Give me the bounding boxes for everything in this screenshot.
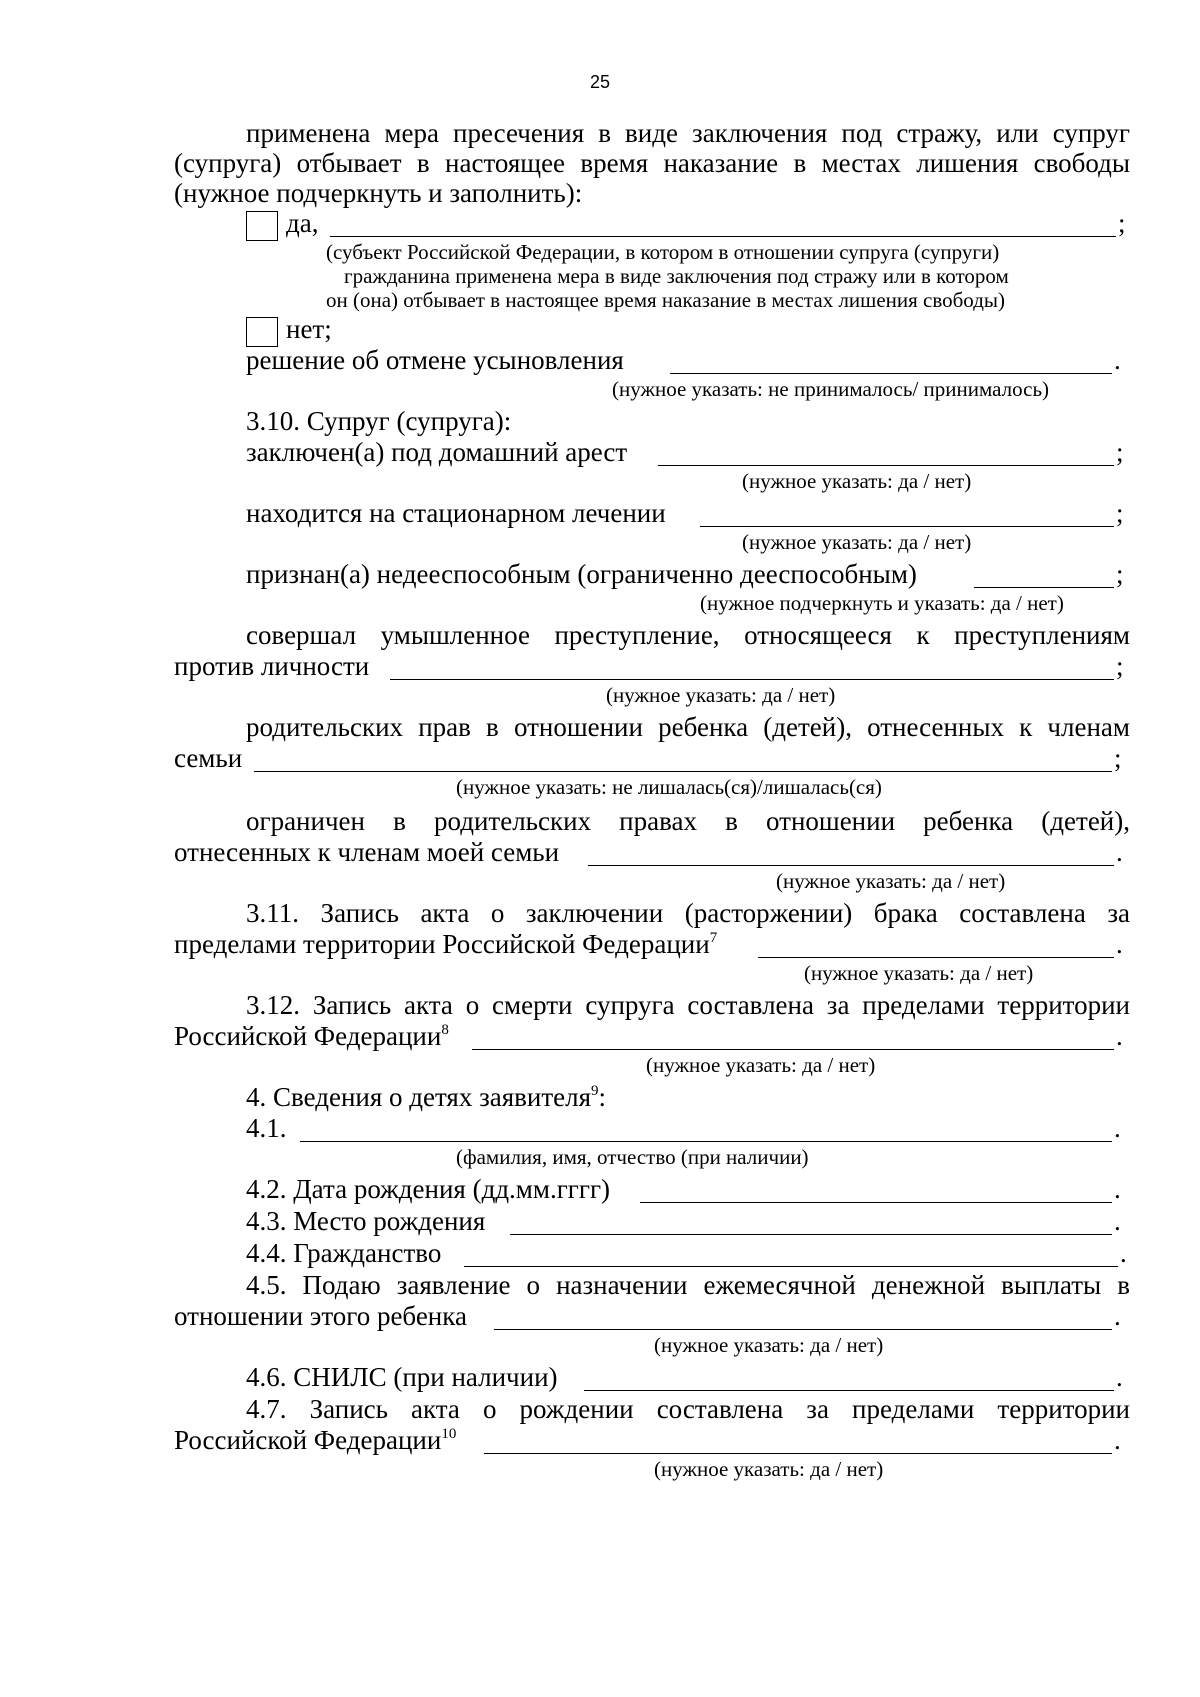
punctuation: . <box>1116 1362 1123 1392</box>
s4-colon: : <box>598 1082 607 1112</box>
field-caption: он (она) отбывает в настоящее время наказание в местах лишения свободы) <box>326 288 1005 312</box>
punctuation: . <box>1114 345 1121 375</box>
s43-label: 4.3. Место рождения <box>246 1206 486 1236</box>
field-caption: (нужное указать: не принималось/ принималось) <box>612 377 1050 401</box>
adoption-label: решение об отмене усыновления <box>246 345 624 375</box>
s47-label <box>174 1425 456 1460</box>
field-caption: (нужное указать: да / нет) <box>654 1457 884 1481</box>
option-no <box>246 314 332 347</box>
crime-label: против личности <box>174 651 370 681</box>
paragraph-line: (нужное подчеркнуть и заполнить): <box>174 178 583 208</box>
punctuation: . <box>1114 1113 1121 1143</box>
rights-label: семьи <box>174 743 243 773</box>
hospital-label: находится на стационарном лечении <box>246 498 666 528</box>
s45-label: отношении этого ребенка <box>174 1301 467 1331</box>
s312-label <box>174 1021 449 1056</box>
s44-label: 4.4. Гражданство <box>246 1238 442 1268</box>
crime-line: совершал умышленное преступление, относящееся к преступлениям <box>246 620 1130 650</box>
field-caption: (нужное подчеркнуть и указать: да / нет) <box>700 591 1064 615</box>
punctuation: ; <box>1114 743 1122 773</box>
limited-label: отнесенных к членам моей семьи <box>174 837 560 867</box>
punctuation: ; <box>1116 559 1124 589</box>
limited-line: ограничен в родительских правах в отношении ребенка (детей), <box>246 806 1130 836</box>
field-caption: (нужное указать: да / нет) <box>804 961 1034 985</box>
birth-date-field[interactable] <box>640 1180 1112 1203</box>
section-heading: 3.10. Супруг (супруга): <box>246 406 512 436</box>
punctuation: ; <box>1118 208 1126 238</box>
field-caption: (нужное указать: да / нет) <box>742 469 972 493</box>
punctuation: . <box>1116 1021 1123 1051</box>
s312-field[interactable] <box>472 1027 1114 1050</box>
field-caption: (нужное указать: не лишалась(ся)/лишалась(ся) <box>456 775 882 799</box>
hospital-field[interactable] <box>700 504 1114 527</box>
s311-field[interactable] <box>758 935 1114 958</box>
yes-checkbox[interactable] <box>246 211 278 241</box>
punctuation: . <box>1114 1206 1121 1236</box>
child-name-field[interactable] <box>300 1119 1112 1142</box>
footnote-ref: 8 <box>441 1022 449 1038</box>
field-caption: (нужное указать: да / нет) <box>742 530 972 554</box>
punctuation: ; <box>1116 651 1124 681</box>
birth-record-field[interactable] <box>484 1431 1112 1454</box>
arrest-field[interactable] <box>658 443 1114 466</box>
no-label: нет; <box>286 314 332 344</box>
punctuation: ; <box>1116 498 1124 528</box>
paragraph-line: (супруга) отбывает в настоящее время наказание в местах лишения свободы <box>174 148 1130 178</box>
footnote-ref: 7 <box>709 930 718 946</box>
punctuation: . <box>1114 1174 1121 1204</box>
field-caption: (нужное указать: да / нет) <box>654 1333 884 1357</box>
s47-line: 4.7. Запись акта о рождении составлена за пределами территории <box>246 1394 1130 1424</box>
s311-label-text: пределами территории Российской Федерации <box>174 929 710 959</box>
incapable-field[interactable] <box>974 565 1114 588</box>
footnote-ref: 9 <box>591 1083 599 1099</box>
page-number: 25 <box>589 72 611 92</box>
option-yes <box>246 208 318 241</box>
citizenship-field[interactable] <box>464 1244 1118 1267</box>
arrest-label: заключен(а) под домашний арест <box>246 437 628 467</box>
punctuation: . <box>1114 1425 1121 1455</box>
payment-field[interactable] <box>494 1307 1112 1330</box>
rights-field[interactable] <box>254 749 1112 772</box>
no-checkbox[interactable] <box>246 317 278 347</box>
yes-label: да, <box>286 208 319 238</box>
s312-line: 3.12. Запись акта о смерти супруга составлена за пределами территории <box>246 990 1130 1020</box>
yes-region-field[interactable] <box>330 214 1116 237</box>
rights-line: родительских прав в отношении ребенка (детей), отнесенных к членам <box>246 712 1130 742</box>
s47-label-text: Российской Федерации <box>174 1425 442 1455</box>
punctuation: . <box>1116 837 1123 867</box>
s41-label: 4.1. <box>246 1113 287 1143</box>
s312-label-text: Российской Федерации <box>174 1021 442 1051</box>
field-caption: (нужное указать: да / нет) <box>776 869 1006 893</box>
s311-label <box>174 929 717 964</box>
punctuation: . <box>1120 1238 1127 1268</box>
section-heading <box>246 1082 606 1117</box>
limited-field[interactable] <box>588 843 1114 866</box>
incapable-label: признан(а) недееспособным (ограниченно дееспособным) <box>246 559 917 589</box>
field-caption: (нужное указать: да / нет) <box>646 1053 876 1077</box>
adoption-field[interactable] <box>670 351 1112 374</box>
field-caption: (субъект Российской Федерации, в котором в отношении супруга (супруги) <box>326 240 1000 264</box>
birth-place-field[interactable] <box>510 1212 1112 1235</box>
punctuation: ; <box>1116 437 1124 467</box>
snils-field[interactable] <box>584 1368 1114 1391</box>
s4-heading-text: 4. Сведения о детях заявителя <box>246 1082 592 1112</box>
field-caption: гражданина применена мера в виде заключения под стражу или в котором <box>344 264 1009 288</box>
footnote-ref: 10 <box>441 1426 457 1442</box>
crime-field[interactable] <box>390 657 1114 680</box>
paragraph-line: применена мера пресечения в виде заключения под стражу, или супруг <box>246 118 1130 148</box>
field-caption: (фамилия, имя, отчество (при наличии) <box>456 1145 809 1169</box>
s45-line: 4.5. Подаю заявление о назначении ежемесячной денежной выплаты в <box>246 1270 1130 1300</box>
s311-line: 3.11. Запись акта о заключении (расторжении) брака составлена за <box>246 898 1130 928</box>
punctuation: . <box>1114 1301 1121 1331</box>
field-caption: (нужное указать: да / нет) <box>606 683 836 707</box>
s46-label: 4.6. СНИЛС (при наличии) <box>246 1362 558 1392</box>
s42-label: 4.2. Дата рождения (дд.мм.гггг) <box>246 1174 611 1204</box>
punctuation: . <box>1116 929 1123 959</box>
